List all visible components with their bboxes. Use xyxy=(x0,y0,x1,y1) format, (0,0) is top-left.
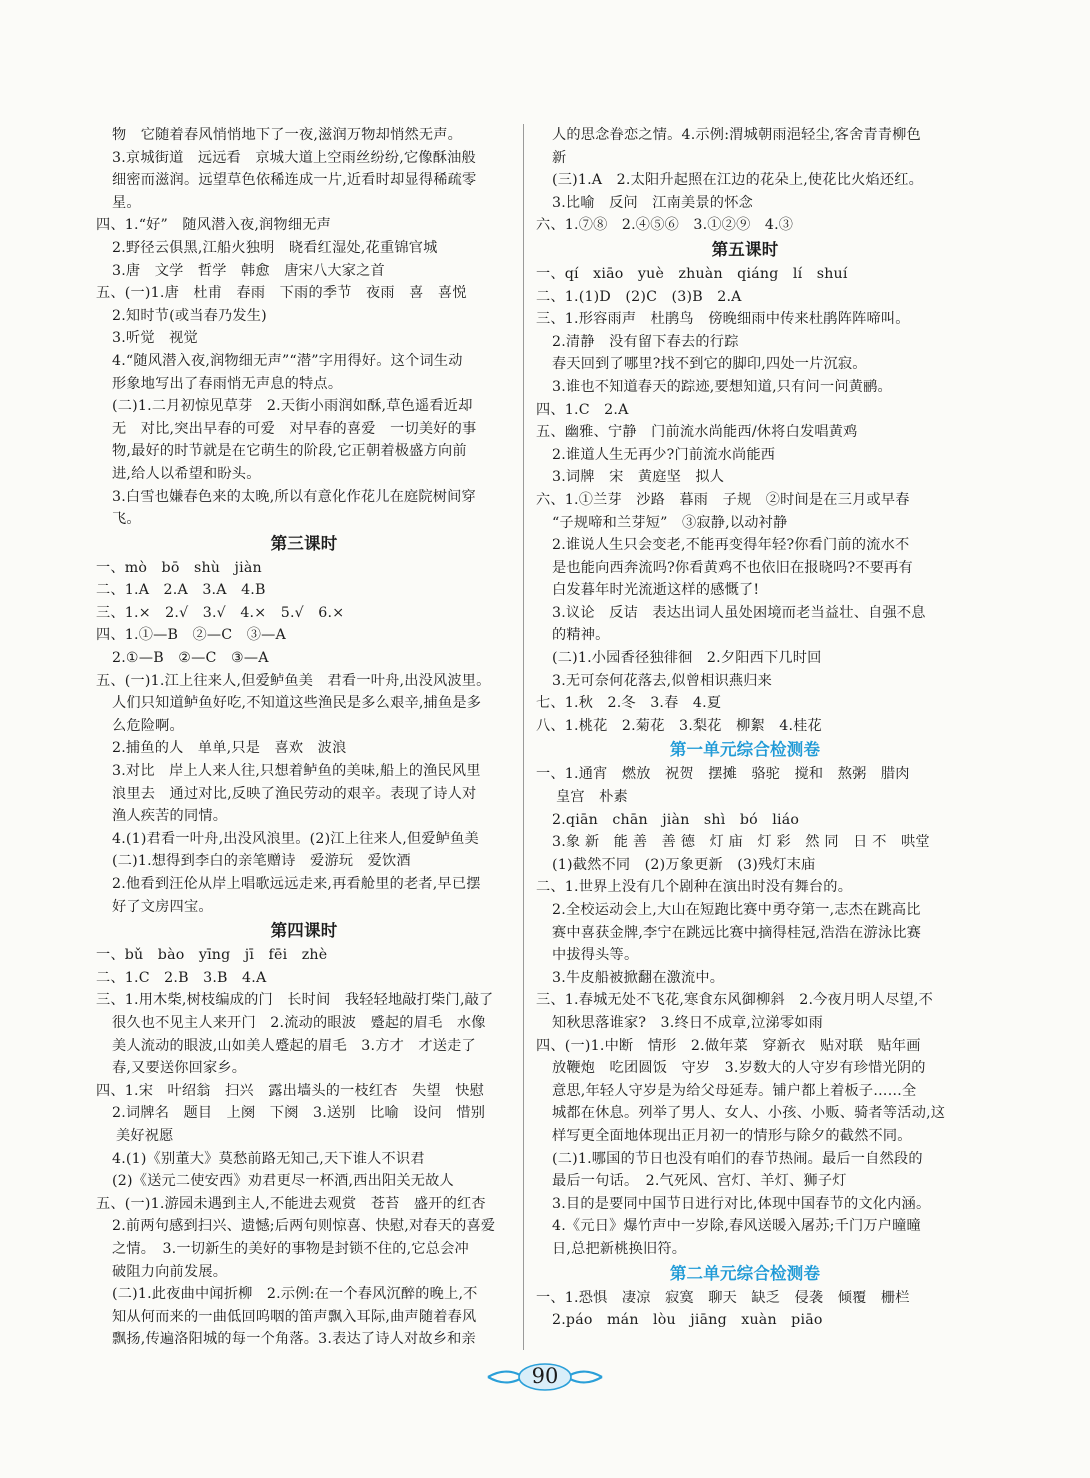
answer-line: 3.对比 岸上人来人往,只想着鲈鱼的美味,船上的渔民风里 xyxy=(112,763,481,780)
answer-line: 二、1.世界上没有几个剧种在演出时没有舞台的。 xyxy=(536,879,853,896)
answer-line: 形象地写出了春雨悄无声息的特点。 xyxy=(112,375,343,392)
answer-line: 三、1.× 2.√ 3.√ 4.× 5.√ 6.× xyxy=(96,604,345,621)
answer-line: 2.全校运动会上,大山在短跑比赛中勇夺第一,志杰在跳高比 xyxy=(552,902,921,918)
answer-line: (三)1.A 2.太阳升起照在江边的花朵上,使花比火焰还红。 xyxy=(552,172,924,189)
answer-line: 四、1.①—B ②—C ③—A xyxy=(96,627,286,644)
section-heading: 第二单元综合检测卷 xyxy=(669,1263,821,1283)
answer-line: 美人流动的眼波,山如美人蹙起的眉毛 3.方才 才送走了 xyxy=(112,1037,476,1054)
answer-line: 3.白雪也嫌春色来的太晚,所以有意化作花儿在庭院树间穿 xyxy=(112,488,476,505)
answer-line: 飞。 xyxy=(112,511,141,528)
page-number: 90 xyxy=(531,1364,559,1388)
answer-line: 2.前两句感到扫兴、遗憾;后两句则惊喜、快慰,对春天的喜爱 xyxy=(112,1218,496,1235)
answer-line: 四、1.C 2.A xyxy=(536,401,629,418)
answer-line: 知从何而来的一曲低回呜咽的笛声飘入耳际,曲声随着春风 xyxy=(112,1308,477,1325)
answer-line: 意思,年轻人守岁是为给父母延寿。铺户都上着板子……全 xyxy=(552,1082,917,1099)
answer-line: 飘扬,传遍洛阳城的每一个角落。3.表达了诗人对故乡和亲 xyxy=(112,1331,476,1348)
answer-line: 三、1.用木柴,树枝编成的门 长时间 我轻轻地敲打柴门,敲了 xyxy=(96,992,494,1009)
answer-line: 2.他看到汪伦从岸上唱歌远远走来,再看舱里的老者,早已摆 xyxy=(112,876,481,892)
answer-line: 一、bǔ bào yīng jī fēi zhè xyxy=(96,947,328,964)
answer-line: 八、1.桃花 2.菊花 3.梨花 柳絮 4.桂花 xyxy=(536,717,822,734)
answer-line: 白发暮年时光流逝这样的感慨了! xyxy=(552,582,760,599)
answer-line: 3.牛皮船被掀翻在激流中。 xyxy=(552,969,725,986)
answer-line: 一、1.通宵 燃放 祝贺 摆摊 骆驼 搅和 熬粥 腊肉 xyxy=(536,766,910,783)
answer-line: 一、1.恐惧 凄凉 寂寞 聊天 缺乏 侵袭 倾覆 栅栏 xyxy=(536,1289,910,1306)
answer-line: 五、幽雅、宁静 门前流水尚能西/休将白发唱黄鸡 xyxy=(536,424,858,441)
answer-line: 4.(1)《别董大》莫愁前路无知己,天下谁人不识君 xyxy=(112,1150,425,1167)
answer-line: 是也能向西奔流吗?你看黄鸡不也依旧在报晓吗?不要再有 xyxy=(552,559,913,576)
answer-line: 四、1.“好” 随风潜入夜,润物细无声 xyxy=(96,217,331,234)
answer-line: (2)《送元二使安西》劝君更尽一杯酒,西出阳关无故人 xyxy=(112,1173,454,1190)
answer-line: 三、1.形容雨声 杜鹃鸟 傍晚细雨中传来杜鹃阵阵啼叫。 xyxy=(536,311,910,328)
answer-line: 春天回到了哪里?找不到它的脚印,四处一片沉寂。 xyxy=(552,356,867,373)
right-column xyxy=(536,124,954,1332)
answer-line: 二、1.(1)D (2)C (3)B 2.A xyxy=(536,288,742,305)
answer-line: 2.谁道人生无再少?门前流水尚能西 xyxy=(552,446,776,463)
answer-line: 好了文房四宝。 xyxy=(112,898,213,915)
answer-line: (二)1.此夜曲中闻折柳 2.示例:在一个春风沉醉的晚上,不 xyxy=(112,1286,478,1303)
answer-line: 2.知时节(或当春乃发生) xyxy=(112,307,267,324)
section-heading: 第四课时 xyxy=(270,921,338,941)
answer-line: 3.象 新 能 善 善 德 灯 庙 灯 彩 然 同 日 不 哄堂 xyxy=(552,834,930,851)
answer-line: 中拔得头等。 xyxy=(552,947,639,964)
section-heading: 第三课时 xyxy=(270,533,338,553)
answer-line: “子规啼和兰芽短” ③寂静,以动衬静 xyxy=(552,514,788,531)
answer-line: 进,给人以希望和盼头。 xyxy=(112,465,261,482)
answer-line: 六、1.①兰芽 沙路 暮雨 子规 ②时间是在三月或早春 xyxy=(536,491,910,508)
answer-line: 春,又要送你回家乡。 xyxy=(112,1060,247,1077)
answer-line: 2.清静 没有留下春去的行踪 xyxy=(552,333,739,350)
answer-line: 4.(1)君看一叶舟,出没风浪里。(2)江上往来人,但爱鲈鱼美 xyxy=(112,830,479,847)
answer-line: 四、(一)1.中断 情形 2.做年菜 穿新衣 贴对联 贴年画 xyxy=(536,1037,921,1054)
answer-line: 日,总把新桃换旧符。 xyxy=(552,1240,687,1257)
answer-line: 城都在休息。列举了男人、女人、小孩、小贩、骑者等活动,这 xyxy=(552,1105,946,1122)
answer-line: 五、(一)1.唐 杜甫 春雨 下雨的季节 夜雨 喜 喜悦 xyxy=(96,285,467,302)
answer-line: 之情。 3.一切新生的美好的事物是封锁不住的,它总会冲 xyxy=(112,1240,469,1257)
answer-line: 很久也不见主人来开门 2.流动的眼波 蹙起的眉毛 水像 xyxy=(112,1014,486,1031)
answer-line: (1)截然不同 (2)万象更新 (3)残灯末庙 xyxy=(552,856,816,873)
answer-line: 2.捕鱼的人 单单,只是 喜欢 波浪 xyxy=(112,740,347,757)
answer-line: (二)1.想得到李白的亲笔赠诗 爱游玩 爱饮酒 xyxy=(112,853,411,870)
answer-line: 无 对比,突出早春的可爱 对早春的喜爱 一切美好的事 xyxy=(112,420,477,437)
answer-line: 2.野径云俱黑,江船火独明 晓看红湿处,花重锦官城 xyxy=(112,239,438,256)
answer-line: 3.词牌 宋 黄庭坚 拟人 xyxy=(552,469,725,486)
answer-line: 2.①—B ②—C ③—A xyxy=(112,650,269,667)
answer-line: 3.唐 文学 哲学 韩愈 唐宋八大家之首 xyxy=(112,262,385,279)
answer-line: 二、1.C 2.B 3.B 4.A xyxy=(96,969,267,986)
answer-line: 放鞭炮 吃团圆饭 守岁 3.岁数大的人守岁有珍惜光阴的 xyxy=(552,1060,926,1077)
column-divider xyxy=(523,124,524,1350)
answer-line: 五、(一)1.游园未遇到主人,不能进去观赏 苍苔 盛开的红杏 xyxy=(96,1195,486,1212)
answer-line: (二)1.哪国的节日也没有咱们的春节热闹。最后一自然段的 xyxy=(552,1150,923,1167)
answer-line: 3.议论 反诘 表达出词人虽处困境而老当益壮、自强不息 xyxy=(552,604,926,621)
answer-line: 的精神。 xyxy=(552,627,610,644)
answer-line: 四、1.宋 叶绍翁 扫兴 露出墙头的一枝红杏 失望 快慰 xyxy=(96,1082,485,1099)
answer-line: 2.qiān chān jiàn shì bó liáo xyxy=(552,811,800,828)
answer-line: 知秋思落谁家? 3.终日不成章,泣涕零如雨 xyxy=(552,1014,824,1031)
answer-line: 三、1.春城无处不飞花,寒食东风御柳斜 2.今夜月明人尽望,不 xyxy=(536,992,933,1009)
section-heading: 第一单元综合检测卷 xyxy=(669,740,821,760)
answer-line: 细密而滋润。远望草色依稀连成一片,近看时却显得稀疏零 xyxy=(112,172,477,189)
answer-line: 七、1.秋 2.冬 3.春 4.夏 xyxy=(536,695,722,712)
answer-line: 3.比喻 反问 江南美景的怀念 xyxy=(552,194,753,211)
answer-line: 美好祝愿 xyxy=(116,1127,174,1144)
answer-line: 二、1.A 2.A 3.A 4.B xyxy=(96,582,266,599)
answer-line: 一、qí xiāo yuè zhuàn qiáng lí shuí xyxy=(536,265,848,282)
answer-line: 六、1.⑦⑧ 2.④⑤⑥ 3.①②⑨ 4.③ xyxy=(536,217,794,234)
answer-line: 赛中喜获金牌,李宁在跳远比赛中摘得桂冠,浩浩在游泳比赛 xyxy=(552,924,922,941)
page-number-badge xyxy=(484,1362,606,1392)
answer-line: 浪里去 通过对比,反映了渔民劳动的艰辛。表现了诗人对 xyxy=(112,785,477,802)
answer-line: 3.目的是要同中国节日进行对比,体现中国春节的文化内涵。 xyxy=(552,1195,931,1212)
answer-line: 2.词牌名 题目 上阕 下阕 3.送别 比喻 设问 惜别 xyxy=(112,1105,486,1122)
answer-line: 样写更全面地体现出正月初一的情形与除夕的截然不同。 xyxy=(552,1127,912,1144)
answer-line: 物 它随着春风悄悄地下了一夜,滋润万物却悄然无声。 xyxy=(112,127,463,143)
answer-line: (二)1.小园香径独徘徊 2.夕阳西下几时回 xyxy=(552,650,822,667)
answer-line: 2.谁说人生只会变老,不能再变得年轻?你看门前的流水不 xyxy=(552,537,910,554)
answer-line: 3.京城街道 远远看 京城大道上空雨丝纷纷,它像酥油般 xyxy=(112,149,476,166)
answer-line: 五、(一)1.江上往来人,但爱鲈鱼美 君看一叶舟,出没风波里。 xyxy=(96,672,491,689)
answer-line: 3.谁也不知道春天的踪迹,要想知道,只有问一问黄鹂。 xyxy=(552,378,892,395)
answer-line: 4.“随风潜入夜,润物细无声”“潜”字用得好。这个词生动 xyxy=(112,352,463,369)
answer-line: 星。 xyxy=(112,194,141,211)
answer-line: 2.páo mán lòu jiāng xuàn piāo xyxy=(552,1312,823,1329)
answer-line: 新 xyxy=(552,149,567,166)
section-heading: 第五课时 xyxy=(711,239,779,259)
answer-line: 3.无可奈何花落去,似曾相识燕归来 xyxy=(552,672,773,689)
answer-line: 么危险啊。 xyxy=(112,717,184,734)
answer-line: 一、mò bō shù jiàn xyxy=(96,559,262,576)
answer-line: 最后一句话。 2.气死风、宫灯、羊灯、狮子灯 xyxy=(552,1173,847,1190)
answer-line: 人的思念眷恋之情。4.示例:渭城朝雨浥轻尘,客舍青青柳色 xyxy=(552,127,921,143)
left-column xyxy=(96,124,512,1351)
answer-line: (二)1.二月初惊见草芽 2.天街小雨润如酥,草色遥看近却 xyxy=(112,398,473,415)
answer-line: 人们只知道鲈鱼好吃,不知道这些渔民是多么艰辛,捕鱼是多 xyxy=(112,695,482,712)
answer-line: 3.听觉 视觉 xyxy=(112,330,198,347)
answer-line: 皇宫 朴素 xyxy=(556,789,628,806)
answer-line: 物,最好的时节就是在它萌生的阶段,它正朝着极盛方向前 xyxy=(112,443,467,460)
answer-line: 4.《元日》爆竹声中一岁除,春风送暖入屠苏;千门万户曈曈 xyxy=(552,1218,921,1235)
answer-line: 渔人疾苦的同情。 xyxy=(112,808,228,825)
answer-line: 破阻力向前发展。 xyxy=(112,1263,228,1280)
